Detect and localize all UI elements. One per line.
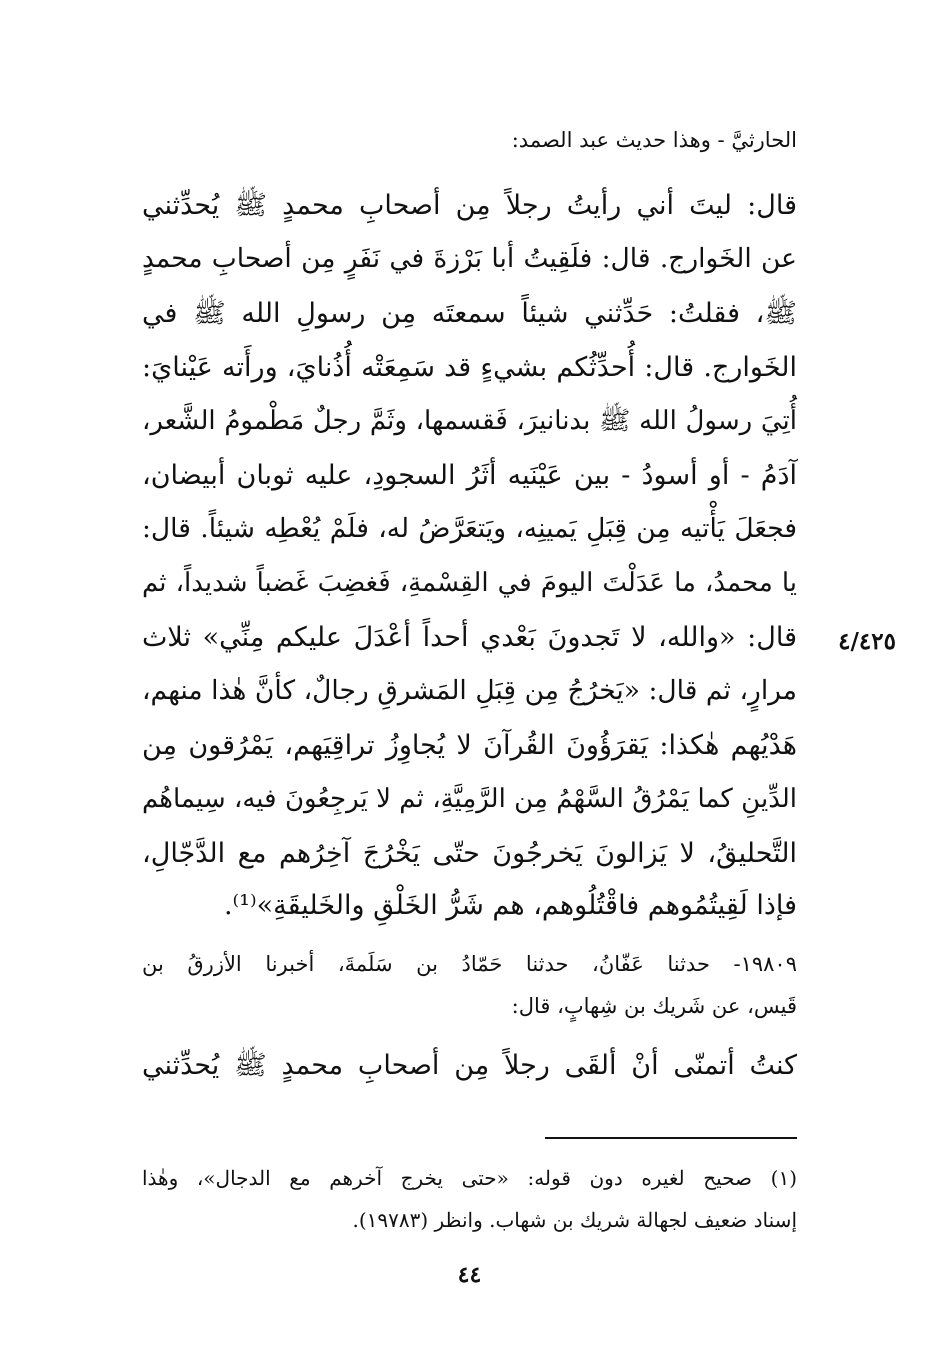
body-line-12: الدِّينِ كما يَمْرُقُ السَّهْمُ مِن الرَّمِيَّةِ، ثم لا يَرجِعُونَ فيه، سِيماهُم	[142, 784, 797, 814]
footnote-line-1: (١) صحيح لغيره دون قوله: «حتى يخرج آخرهم مع الدجال»، وهٰذا	[142, 1166, 797, 1190]
hadith-chain-line-1: ١٩٨٠٩- حدثنا عَفّانُ، حدثنا حَمّادُ بن سَلَمةَ، أخبرنا الأزرقُ بن	[142, 952, 797, 976]
footnote-line-2: إسناد ضعيف لجهالة شريك بن شهاب. وانظر (١٩٧٨٣).	[352, 1208, 797, 1232]
body-line-9: قال: «والله، لا تَجدونَ بَعْدي أحداً أعْدَلَ عليكم مِنِّي» ثلاث	[142, 622, 797, 653]
footnote-divider	[545, 1137, 797, 1139]
body-line-11: هَدْيُهم هٰكذا: يَقرَؤُونَ القُرآنَ لا يُجاوِزُ تراقِيَهم، يَمْرُقون مِن	[142, 730, 797, 761]
body-line-4: الخَوارج. قال: أُحدِّثُكم بشيءٍ قد سَمِعَتْه أُذُنايَ، ورأَته عَيْنايَ:	[142, 352, 797, 383]
hadith-chain-line-2: قَيس، عن شَريك بن شِهابٍ، قال:	[511, 994, 797, 1018]
body-line-6: آدَمُ - أو أسودُ - بين عَيْنَيه أثَرُ السجودِ، عليه ثوبان أبيضان،	[142, 460, 797, 491]
body-line-1: قال: ليتَ أني رأيتُ رجلاً مِن أصحابِ محمدٍ ﷺ يُحدِّثني	[142, 190, 797, 221]
body-line-2: عن الخَوارج. قال: فلَقِيتُ أبا بَرْزةَ في نَفَرٍ مِن أصحابِ محمدٍ	[142, 243, 797, 274]
body-line-8: يا محمدُ، ما عَدَلْتَ اليومَ في القِسْمةِ، فَغضِبَ غَضباً شديداً، ثم	[142, 568, 797, 598]
body-line-3: ﷺ، فقلتُ: حَدِّثني شيئاً سمعتَه مِن رسولِ الله ﷺ في	[142, 298, 797, 329]
body-line-7: فجعَلَ يَأْتيه مِن قِبَلِ يَمينِه، ويَتعَرَّضُ له، فلَمْ يُعْطِه شيئاً. قال:	[142, 513, 797, 544]
page-number: ٤٤	[457, 1262, 482, 1288]
body-line-14: فإذا لَقِيتُمُوهم فاقْتُلُوهم، هم شَرُّ الخَلْقِ والخَليقَةِ»⁽¹⁾.	[223, 890, 797, 921]
body-line-5: أُتِيَ رسولُ الله ﷺ بدنانيرَ، فَقسمها، وثَمَّ رجلٌ مَطْمومُ الشَّعر،	[142, 406, 797, 436]
header-line: الحارثيَّ - وهذا حديث عبد الصمد:	[511, 128, 797, 152]
continuation-line: كنتُ أتمنّى أنْ ألقَى رجلاً مِن أصحابِ محمدٍ ﷺ يُحدِّثني	[142, 1050, 797, 1081]
body-line-10: مرارٍ، ثم قال: «يَخرُجُ مِن قِبَلِ المَشرقِ رجالٌ، كأنَّ هٰذا منهم،	[142, 675, 797, 706]
margin-volume-reference: ٤/٤٢٥	[838, 628, 896, 655]
body-line-13: التَّحليقُ، لا يَزالونَ يَخرجُونَ حتّى يَخْرُجَ آخِرُهم مع الدَّجّالِ،	[142, 838, 797, 869]
